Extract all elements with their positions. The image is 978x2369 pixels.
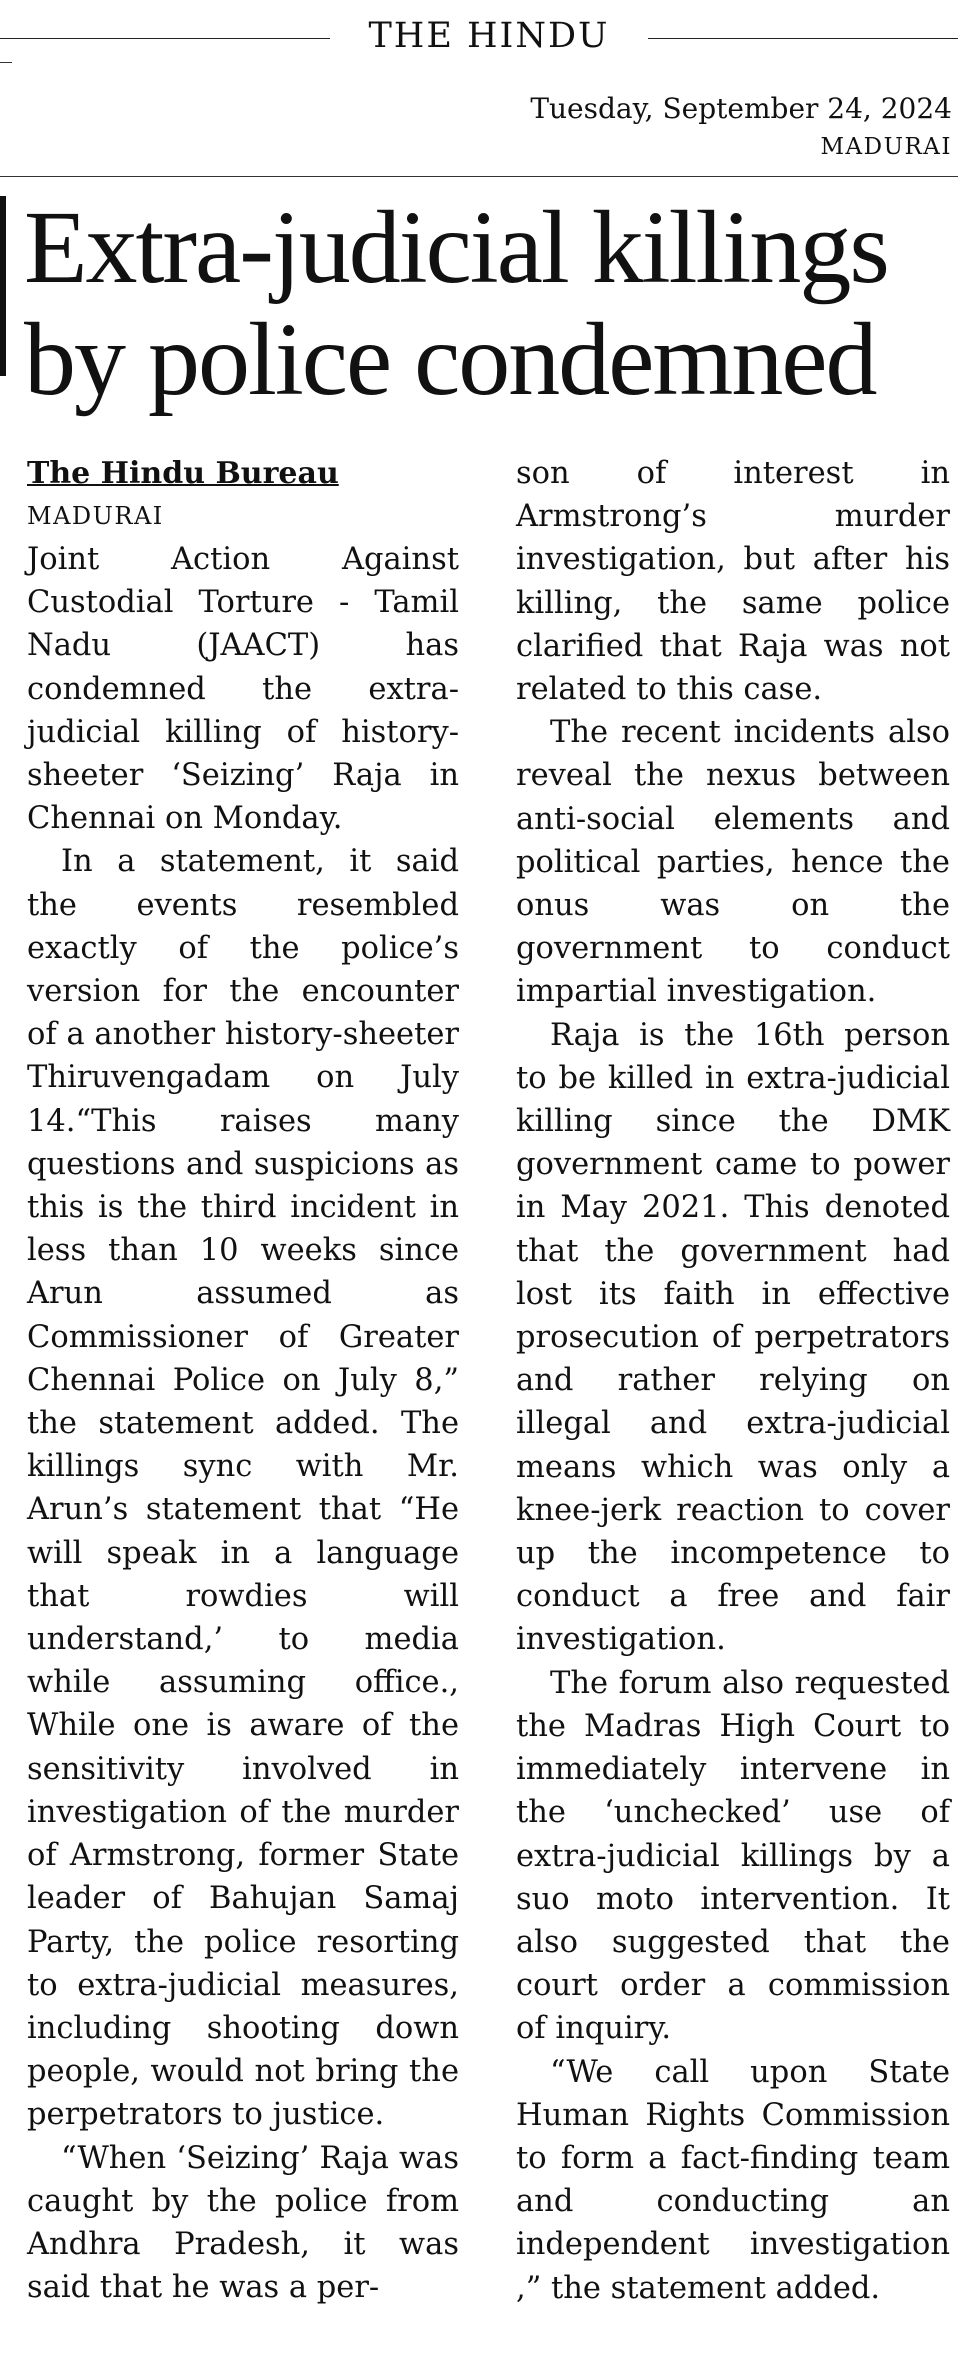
- article-paragraph: The recent incidents also reveal the nexus between anti-social elements and political parties, hence the onus was on the government to conduct impartial investigation.: [516, 715, 950, 1010]
- header-divider: [0, 176, 958, 177]
- masthead-rule-left: [0, 38, 330, 39]
- article-column-right: [516, 452, 950, 2310]
- article-paragraph: The forum also requested the Madras High Court to immediately intervene in the ‘unchecked’ use of extra-judicial killings by a suo moto intervention. It also suggested that the court order a commission of inquiry.: [516, 1665, 950, 2047]
- margin-tick: [0, 62, 12, 63]
- edition-name: MADURAI: [820, 134, 952, 160]
- masthead: [0, 14, 978, 64]
- article-paragraph: Raja is the 16th person to be killed in extra-judicial killing since the DMK government came to power in May 2021. This denoted that the government had lost its faith in effective prosecution of perpetrators and rather relying on illegal and extra-judicial means which was only a knee-jerk reaction to cover up the incompetence to conduct a free and fair investigation.: [516, 1017, 950, 1658]
- publication-date: Tuesday, September 24, 2024: [530, 92, 952, 125]
- byline-place: MADURAI: [27, 502, 164, 530]
- article-column-left: [27, 452, 459, 2309]
- article-paragraph: son of interest in Armstrong’s murder investigation, but after his killing, the same police clarified that Raja was not related to this case.: [516, 456, 950, 708]
- newspaper-name: THE HINDU: [368, 16, 610, 56]
- article-paragraph: In a statement, it said the events resembled exactly of the police’s version for the encounter of a another history-sheeter Thiruvengadam on July 14.“This raises many questions and suspicions as this is the third incident in less than 10 weeks since Arun assumed as Commissioner of Greater Chennai Police on July 8,” the statement added. The killings sync with Mr. Arun’s statement that “He will speak in a language that rowdies will understand,’ to media while assuming office., While one is aware of the sensitivity involved in investigation of the murder of Armstrong, former State leader of Bahujan Samaj Party, the police resorting to extra-judicial measures, including shooting down people, would not bring the perpetrators to justice.: [27, 844, 459, 2133]
- article-paragraph: “We call upon State Human Rights Commission to form a fact-finding team and conducting an independent investigation ,” the statement added.: [516, 2054, 950, 2306]
- masthead-rule-right: [648, 38, 958, 39]
- article-headline: Extra-judicial killings by police condemned: [24, 190, 888, 417]
- article-paragraph: “When ‘Seizing’ Raja was caught by the police from Andhra Pradesh, it was said that he was a per-: [27, 2140, 459, 2306]
- headline-margin-bar: [0, 196, 6, 376]
- byline: The Hindu Bureau: [27, 456, 339, 491]
- article-paragraph: Joint Action Against Custodial Torture - Tamil Nadu (JAACT) has condemned the extra-judicial killing of history-sheeter ‘Seizing’ Raja in Chennai on Monday.: [27, 542, 459, 837]
